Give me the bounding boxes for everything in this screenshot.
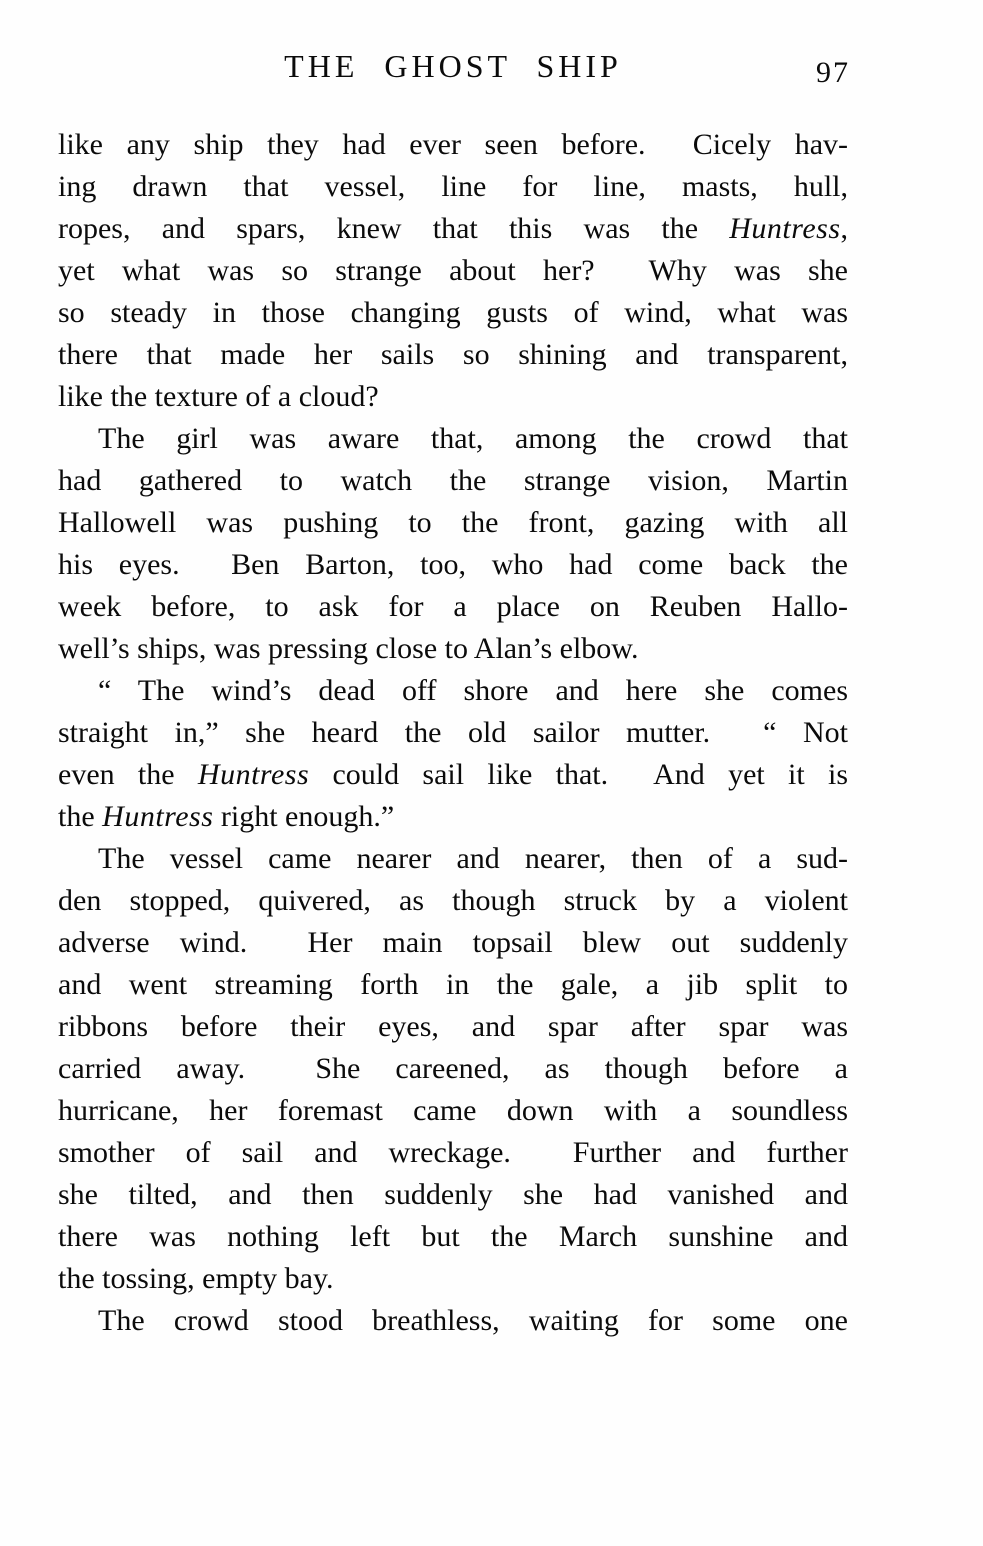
italic-run: Huntress [197, 758, 310, 791]
text-line [58, 418, 848, 460]
text-line [58, 838, 848, 880]
text-run: his eyes. Ben Barton, too, who had come back the [58, 548, 848, 581]
text-run: Hallowell was pushing to the front, gazing with all [58, 506, 848, 539]
text-line [58, 880, 848, 922]
page-number: 97 [816, 56, 850, 89]
italic-run: Huntress [729, 212, 841, 245]
text-run: and went streaming forth in the gale, a jib split to [58, 968, 848, 1001]
text-line [58, 544, 848, 586]
text-line [58, 250, 848, 292]
text-run: the tossing, empty bay. [58, 1262, 334, 1295]
text-run: The vessel came nearer and nearer, then of a sud- [98, 842, 848, 875]
text-run: straight in,” she heard the old sailor mutter. “ Not [58, 716, 848, 749]
text-run: ropes, and spars, knew that this was the [58, 212, 730, 245]
text-run: the [58, 800, 103, 833]
text-run: smother of sail and wreckage. Further and further [58, 1136, 848, 1169]
text-line [58, 754, 848, 796]
text-line [58, 1300, 848, 1342]
text-run: carried away. She careened, as though before a [58, 1052, 848, 1085]
text-line [58, 670, 848, 712]
text-run: hurricane, her foremast came down with a soundless [58, 1094, 848, 1127]
body-text [58, 124, 848, 1342]
text-run: The girl was aware that, among the crowd that [98, 422, 848, 455]
text-line [58, 124, 848, 166]
text-run: like the texture of a cloud? [58, 380, 379, 413]
italic-run: Huntress [102, 800, 214, 833]
running-header [58, 48, 848, 92]
text-run: “ The wind’s dead off shore and here she comes [98, 674, 848, 707]
text-run: had gathered to watch the strange vision, Martin [58, 464, 848, 497]
text-line [58, 964, 848, 1006]
text-line [58, 1090, 848, 1132]
text-run: could sail like that. And yet it is [309, 758, 849, 791]
text-line [58, 166, 848, 208]
text-run: right enough.” [213, 800, 395, 833]
chapter-title: THE GHOST SHIP [284, 48, 622, 84]
text-run: there was nothing left but the March sunshine and [58, 1220, 848, 1253]
text-run: like any ship they had ever seen before. Cicely hav- [58, 128, 848, 161]
text-run: she tilted, and then suddenly she had vanished and [58, 1178, 848, 1211]
text-line [58, 1048, 848, 1090]
text-line [58, 334, 848, 376]
text-run: The crowd stood breathless, waiting for some one [98, 1304, 848, 1337]
text-run: even the [58, 758, 198, 791]
text-line [58, 1258, 848, 1300]
text-run: yet what was so strange about her? Why was she [58, 254, 848, 287]
text-run: adverse wind. Her main topsail blew out suddenly [58, 926, 848, 959]
text-run: there that made her sails so shining and transparent, [58, 338, 848, 371]
text-line [58, 712, 848, 754]
text-run: ing drawn that vessel, line for line, masts, hull, [58, 170, 848, 203]
text-run: so steady in those changing gusts of wind, what was [58, 296, 848, 329]
text-line [58, 376, 848, 418]
text-run: well’s ships, was pressing close to Alan’s elbow. [58, 632, 639, 665]
text-line [58, 1006, 848, 1048]
text-line [58, 796, 848, 838]
text-line [58, 586, 848, 628]
text-run: week before, to ask for a place on Reuben Hallo- [58, 590, 848, 623]
text-run: , [840, 212, 848, 245]
text-line [58, 922, 848, 964]
text-line [58, 292, 848, 334]
text-line [58, 1216, 848, 1258]
text-run: den stopped, quivered, as though struck by a violent [58, 884, 848, 917]
text-line [58, 628, 848, 670]
text-run: ribbons before their eyes, and spar after spar was [58, 1010, 848, 1043]
text-line [58, 208, 848, 250]
text-line [58, 460, 848, 502]
text-line [58, 502, 848, 544]
text-line [58, 1174, 848, 1216]
text-line [58, 1132, 848, 1174]
